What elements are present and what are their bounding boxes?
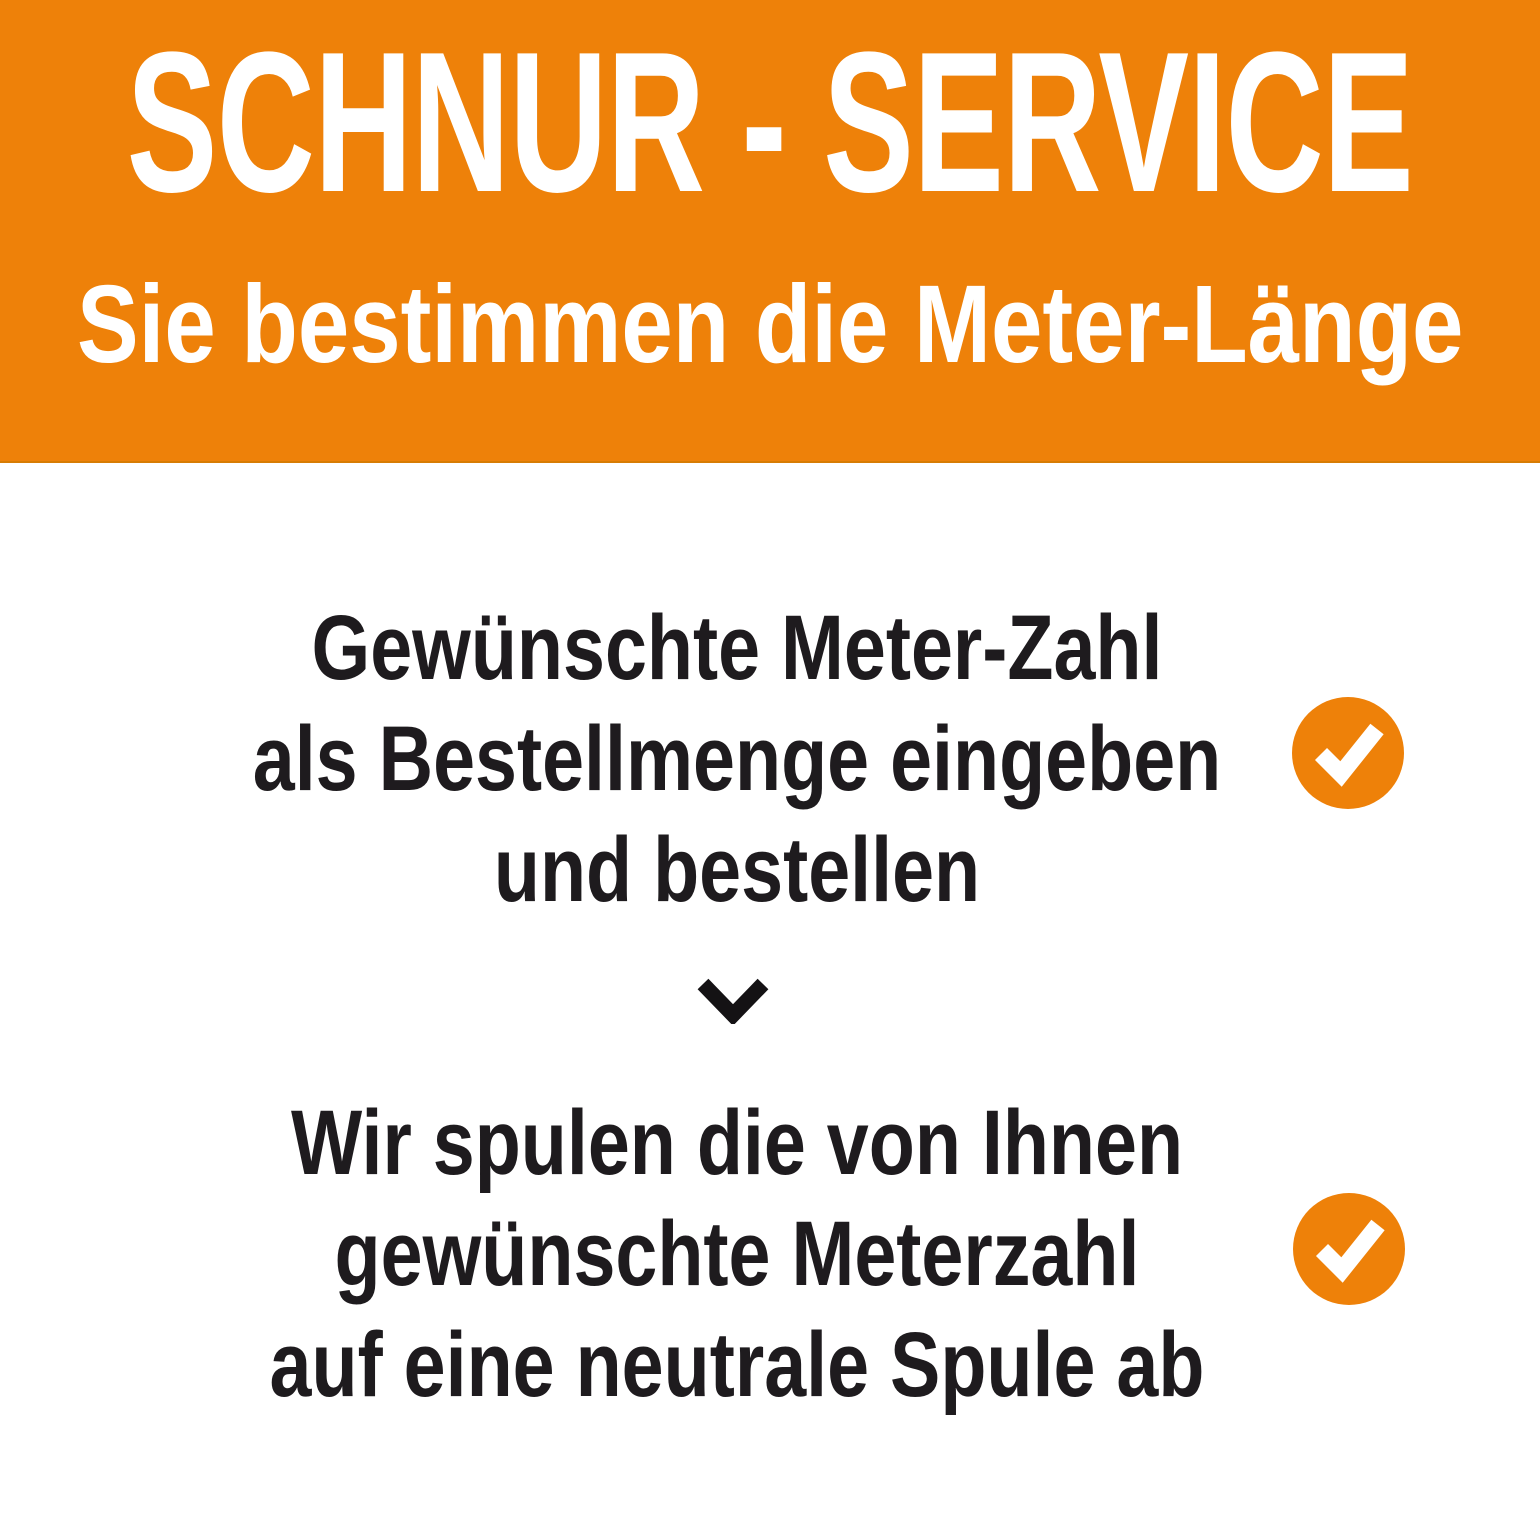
- step-1-text: [0, 593, 1474, 926]
- step-2-text: [0, 1088, 1474, 1421]
- check-circle-icon: [1292, 697, 1404, 809]
- step-2-line-3: auf eine neutrale Spule ab: [269, 1314, 1205, 1416]
- step-2-line-2: gewünschte Meterzahl: [334, 1203, 1140, 1305]
- step-1-line-2: als Bestellmenge eingeben: [252, 708, 1222, 810]
- title-row: [0, 0, 1540, 245]
- header-banner: [0, 0, 1540, 463]
- page-title: SCHNUR - SERVICE: [126, 10, 1414, 234]
- check-circle-icon: [1293, 1193, 1405, 1305]
- subtitle-row: [0, 245, 1540, 405]
- page-subtitle: Sie bestimmen die Meter-Länge: [76, 263, 1464, 386]
- step-1-line-3: und bestellen: [493, 819, 981, 921]
- step-1-line-1: Gewünschte Meter-Zahl: [311, 597, 1163, 699]
- step-2-line-1: Wir spulen die von Ihnen: [290, 1092, 1184, 1194]
- chevron-down-icon: [697, 978, 769, 1024]
